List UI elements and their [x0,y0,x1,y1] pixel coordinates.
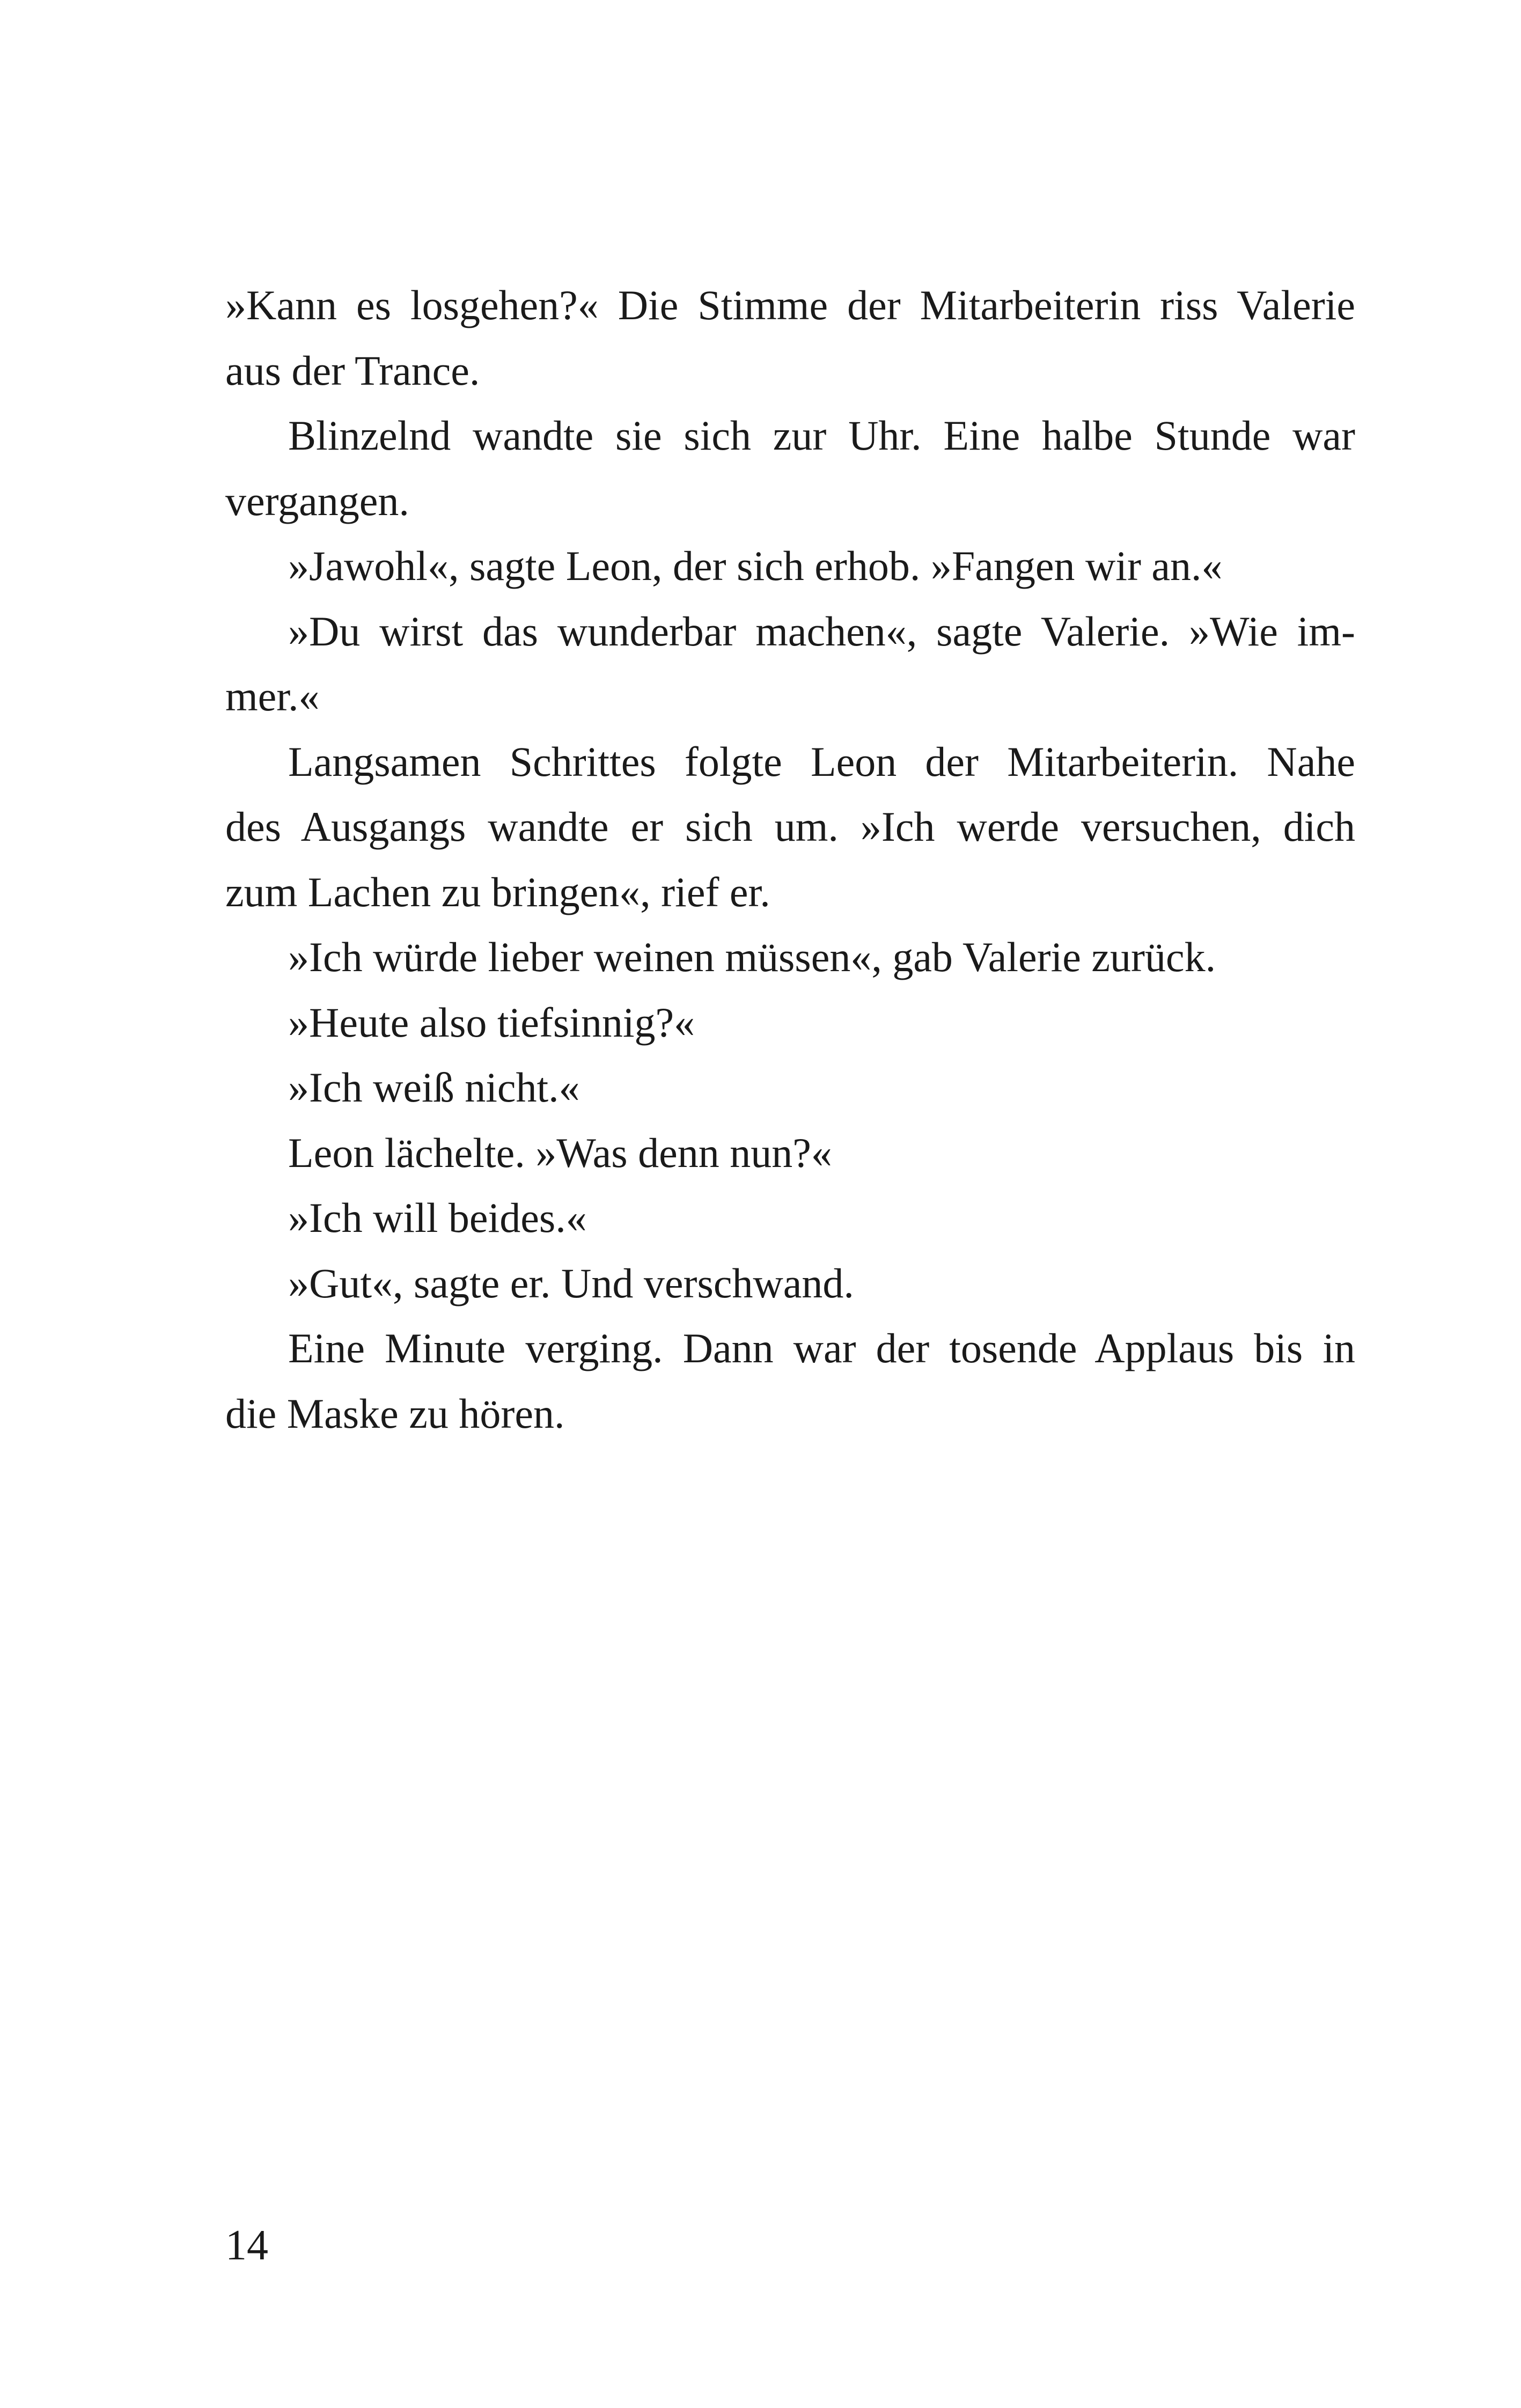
text-line: »Ich würde lieber weinen müssen«, gab Valerie zurück. [288,934,1216,980]
text-line: Langsamen Schrittes folgte Leon der Mitarbeiterin. Nahe [288,738,1355,785]
text-line: des Ausgangs wandte er sich um. »Ich werde versuchen, dich [225,803,1355,850]
text-line: aus der Trance. [225,347,480,394]
text-line: vergangen. [225,477,409,524]
text-line: Blinzelnd wandte sie sich zur Uhr. Eine halbe Stunde war [288,412,1355,459]
text-line: »Gut«, sagte er. Und verschwand. [288,1259,854,1306]
text-line: Eine Minute verging. Dann war der tosende Applaus bis in [288,1325,1355,1371]
text-line: »Heute also tiefsinnig?« [288,999,695,1046]
text-line: »Ich will beides.« [288,1194,587,1241]
page-number: 14 [225,2222,268,2269]
text-line: »Ich weiß nicht.« [288,1064,580,1111]
text-line: Leon lächelte. »Was denn nun?« [288,1129,832,1176]
text-line: »Du wirst das wunderbar machen«, sagte Valerie. »Wie im- [288,607,1355,655]
text-line: »Kann es losgehen?« Die Stimme der Mitarbeiterin riss Valerie [225,282,1355,328]
text-line: mer.« [225,673,320,720]
text-line: zum Lachen zu bringen«, rief er. [225,868,770,915]
text-line: »Jawohl«, sagte Leon, der sich erhob. »Fangen wir an.« [288,542,1223,589]
text-line: die Maske zu hören. [225,1390,565,1437]
body-text [225,273,1355,1446]
